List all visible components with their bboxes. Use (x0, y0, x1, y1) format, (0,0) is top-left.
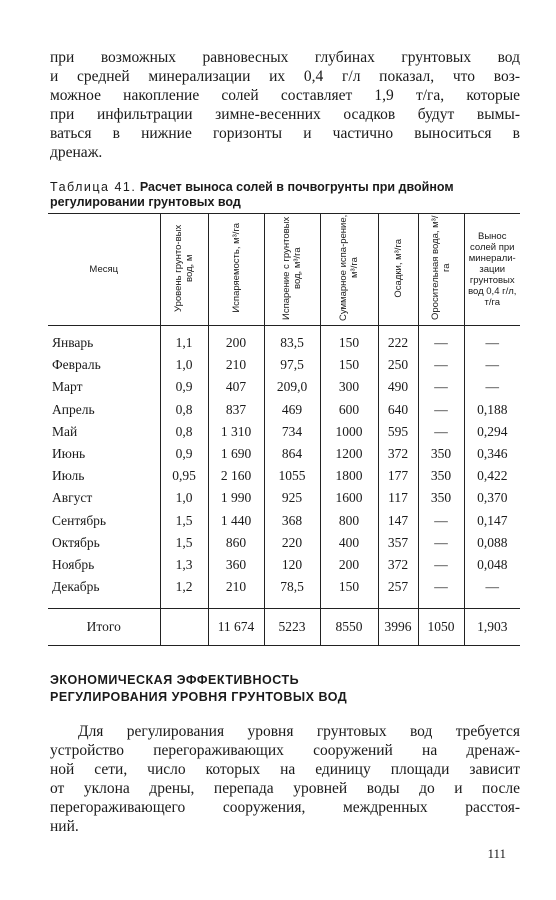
table-row (48, 421, 520, 443)
value-cell: 0,370 (464, 487, 520, 509)
table-row (48, 576, 520, 609)
text-line: устройство перегораживающих сооружений на дренаж- (50, 742, 520, 759)
header-month (48, 214, 160, 326)
text-line: от уклона дрены, перепада уровней воды до и после (50, 780, 520, 797)
value-cell: 640 (378, 399, 418, 421)
value-cell: 150 (320, 326, 378, 355)
value-cell: 0,294 (464, 421, 520, 443)
total-cell: 5223 (264, 609, 320, 646)
salt-removal-table (48, 213, 520, 646)
total-cell: 11 674 (208, 609, 264, 646)
total-label: Итого (48, 609, 160, 646)
table-row (48, 554, 520, 576)
paragraph-economics (50, 722, 520, 836)
value-cell: 210 (208, 354, 264, 376)
value-cell: 1,0 (160, 354, 208, 376)
value-cell: — (418, 510, 464, 532)
table-caption-text: Расчет выноса солей в почвогрунты при двойном регулировании грунтовых вод (50, 180, 454, 209)
total-cell: 8550 (320, 609, 378, 646)
value-cell: 1 310 (208, 421, 264, 443)
value-cell: 150 (320, 354, 378, 376)
table-row (48, 354, 520, 376)
value-cell: 1,5 (160, 532, 208, 554)
value-cell: 1 990 (208, 487, 264, 509)
value-cell: 1600 (320, 487, 378, 509)
value-cell: 1,2 (160, 576, 208, 609)
value-cell: 350 (418, 443, 464, 465)
value-cell: 222 (378, 326, 418, 355)
value-cell: 860 (208, 532, 264, 554)
month-cell: Февраль (52, 357, 101, 373)
table-total-row (48, 609, 520, 646)
value-cell: 595 (378, 421, 418, 443)
value-cell: 97,5 (264, 354, 320, 376)
value-cell: 0,048 (464, 554, 520, 576)
value-cell: 372 (378, 443, 418, 465)
value-cell: — (418, 421, 464, 443)
month-cell: Март (52, 379, 83, 395)
header-groundwater-level (160, 214, 208, 326)
header-groundwater-evaporation (264, 214, 320, 326)
text-line: при возможных равновесных глубинах грунтовых вод (50, 49, 520, 66)
value-cell: 837 (208, 399, 264, 421)
value-cell: 1,5 (160, 510, 208, 532)
header-irrigation-water (418, 214, 464, 326)
header-label: Суммарное испа-рение, м³/га (338, 214, 360, 322)
value-cell: — (464, 326, 520, 355)
value-cell: — (418, 532, 464, 554)
value-cell: 372 (378, 554, 418, 576)
value-cell: 250 (378, 354, 418, 376)
value-cell: 490 (378, 376, 418, 398)
page-number: 111 (487, 846, 506, 861)
header-total-evaporation (320, 214, 378, 326)
value-cell: 925 (264, 487, 320, 509)
header-label: Испарение с грунтовых вод, м³/га (281, 216, 303, 320)
value-cell: 0,147 (464, 510, 520, 532)
table-caption (50, 180, 520, 210)
value-cell: 83,5 (264, 326, 320, 355)
value-cell: 1 690 (208, 443, 264, 465)
month-cell: Ноябрь (52, 556, 95, 572)
paragraph-intro (50, 48, 520, 162)
value-cell: 1,3 (160, 554, 208, 576)
value-cell: 0,188 (464, 399, 520, 421)
header-label: Осадки, м³/га (392, 238, 404, 298)
section-heading (50, 672, 347, 706)
table-header-row (48, 214, 520, 326)
value-cell: 407 (208, 376, 264, 398)
value-cell: 200 (320, 554, 378, 576)
value-cell: 78,5 (264, 576, 320, 609)
value-cell: 350 (418, 465, 464, 487)
value-cell: 0,8 (160, 421, 208, 443)
value-cell: — (464, 376, 520, 398)
header-salt-removal (464, 214, 520, 326)
value-cell: — (464, 576, 520, 609)
value-cell: 1,0 (160, 487, 208, 509)
text-line: перегораживающего сооружения, междренных расстоя- (50, 799, 520, 816)
table-row (48, 510, 520, 532)
value-cell: — (418, 376, 464, 398)
month-cell: Январь (52, 335, 94, 351)
value-cell: 357 (378, 532, 418, 554)
heading-line: ЭКОНОМИЧЕСКАЯ ЭФФЕКТИВНОСТЬ (50, 673, 300, 687)
value-cell: 864 (264, 443, 320, 465)
value-cell: 734 (264, 421, 320, 443)
month-cell: Июль (52, 468, 85, 484)
value-cell: 0,088 (464, 532, 520, 554)
value-cell: 1 440 (208, 510, 264, 532)
value-cell: 0,346 (464, 443, 520, 465)
value-cell: 0,8 (160, 399, 208, 421)
total-cell: 1050 (418, 609, 464, 646)
value-cell: 800 (320, 510, 378, 532)
value-cell: 469 (264, 399, 320, 421)
value-cell: 1200 (320, 443, 378, 465)
header-label: Испаряемость, м³/га (230, 223, 242, 313)
table-row (48, 532, 520, 554)
header-label: Вынос солей при минерали-зации грунтовых вод 0,4 г/л, т/га (468, 231, 517, 308)
table-row (48, 376, 520, 398)
value-cell: 0,9 (160, 443, 208, 465)
table-row (48, 443, 520, 465)
text-line: Для регулирования уровня грунтовых вод требуется (78, 723, 520, 740)
value-cell: 209,0 (264, 376, 320, 398)
month-cell: Октябрь (52, 534, 100, 550)
text-line: ваться в нижние горизонты и частично выноситься в (50, 125, 520, 142)
total-cell (160, 609, 208, 646)
value-cell: 0,9 (160, 376, 208, 398)
header-label: Оросительная вода, м³/га (430, 215, 452, 321)
value-cell: 600 (320, 399, 378, 421)
value-cell: 0,95 (160, 465, 208, 487)
month-cell: Июнь (52, 446, 86, 462)
value-cell: 117 (378, 487, 418, 509)
value-cell: 360 (208, 554, 264, 576)
total-cell: 1,903 (464, 609, 520, 646)
value-cell: — (418, 354, 464, 376)
text-line: и средней минерализации их 0,4 г/л показал, что воз- (50, 68, 520, 85)
value-cell: 0,422 (464, 465, 520, 487)
value-cell: 400 (320, 532, 378, 554)
value-cell: 1800 (320, 465, 378, 487)
value-cell: — (418, 554, 464, 576)
value-cell: 147 (378, 510, 418, 532)
month-cell: Август (52, 490, 93, 506)
month-cell: Сентябрь (52, 512, 107, 528)
text-line: при инфильтрации зимне-весенних осадков будут вымы- (50, 106, 520, 123)
value-cell: 300 (320, 376, 378, 398)
value-cell: 257 (378, 576, 418, 609)
value-cell: 368 (264, 510, 320, 532)
value-cell: 200 (208, 326, 264, 355)
value-cell: 210 (208, 576, 264, 609)
table-row (48, 487, 520, 509)
value-cell: 177 (378, 465, 418, 487)
table-caption-label: Таблица 41. (50, 180, 137, 194)
value-cell: 150 (320, 576, 378, 609)
total-cell: 3996 (378, 609, 418, 646)
text-line: ной сети, число которых на единицу площади зависит (50, 761, 520, 778)
header-evaporability (208, 214, 264, 326)
value-cell: — (418, 399, 464, 421)
value-cell: 220 (264, 532, 320, 554)
table-row (48, 326, 520, 355)
text-line: можное накопление солей составляет 1,9 т/га, которые (50, 87, 520, 104)
value-cell: 350 (418, 487, 464, 509)
value-cell: — (418, 326, 464, 355)
month-cell: Декабрь (52, 579, 100, 595)
month-cell: Апрель (52, 401, 95, 417)
value-cell: — (464, 354, 520, 376)
table-row (48, 465, 520, 487)
table-row (48, 399, 520, 421)
month-cell: Май (52, 423, 78, 439)
value-cell: 2 160 (208, 465, 264, 487)
value-cell: 1,1 (160, 326, 208, 355)
value-cell: — (418, 576, 464, 609)
header-precipitation (378, 214, 418, 326)
value-cell: 120 (264, 554, 320, 576)
heading-line: РЕГУЛИРОВАНИЯ УРОВНЯ ГРУНТОВЫХ ВОД (50, 690, 348, 704)
header-label: Месяц (89, 264, 119, 275)
value-cell: 1000 (320, 421, 378, 443)
text-line: ний. (50, 818, 79, 835)
value-cell: 1055 (264, 465, 320, 487)
header-label: Уровень грунто-вых вод, м (173, 224, 195, 312)
text-line: дренаж. (50, 144, 103, 161)
